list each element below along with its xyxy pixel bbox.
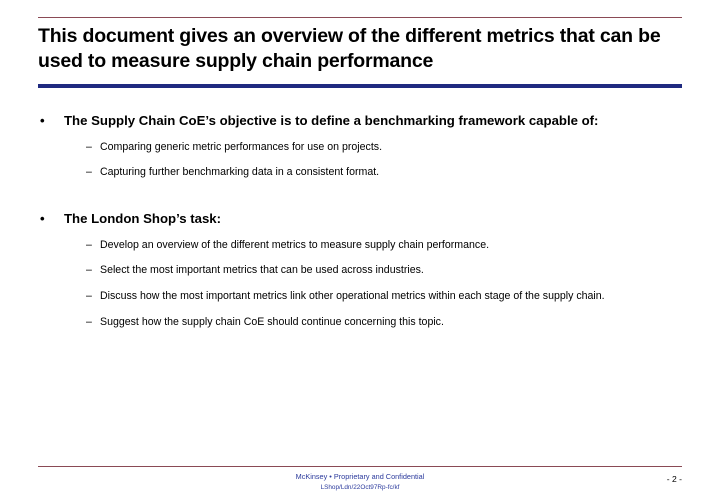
bullet-level1-text: The London Shop’s task: [64,211,222,227]
footer-divider [38,466,682,467]
footer [0,472,720,492]
bullet-level2 [38,316,686,330]
bullet-level2 [38,166,686,180]
dash-marker-icon: – [86,290,92,303]
bullet-level1 [38,210,686,228]
page-title: This document gives an overview of the different metrics that can be used to measure supply chain performance [38,25,661,72]
bullet-level2-text: Comparing generic metric performances for use on projects. [100,140,383,153]
bullet-level2-text: Discuss how the most important metrics link other operational metrics within each stage of the supply chain. [100,290,605,303]
bullet-level2-text: Develop an overview of the different metrics to measure supply chain performance. [100,238,490,251]
bullet-level2-text: Select the most important metrics that can be used across industries. [100,264,424,277]
bullet-level2-text: Suggest how the supply chain CoE should continue concerning this topic. [100,315,444,328]
bullet-marker-icon: • [40,211,45,227]
footer-document-code: LShop/Ldn/22Oct97Rp-fc/kf [320,483,400,491]
page-number: - 2 - [666,474,682,484]
bullet-level2 [38,290,686,304]
bullet-level2 [38,141,686,155]
bullet-level2 [38,239,686,253]
slide-body [38,112,686,330]
bullet-level1 [38,112,686,130]
dash-marker-icon: – [86,238,92,251]
bullet-level1-text: The Supply Chain CoE’s objective is to define a benchmarking framework capable of: [64,113,599,128]
footer-confidentiality: McKinsey • Proprietary and Confidential [295,472,425,481]
bullet-level2-text: Capturing further benchmarking data in a consistent format. [100,166,380,179]
bullet-marker-icon: • [40,113,45,128]
top-divider [38,17,682,18]
title-underline-bar [38,84,682,88]
bullet-level2 [38,264,686,278]
dash-marker-icon: – [86,264,92,277]
dash-marker-icon: – [86,315,92,328]
dash-marker-icon: – [86,166,92,179]
dash-marker-icon: – [86,140,92,153]
